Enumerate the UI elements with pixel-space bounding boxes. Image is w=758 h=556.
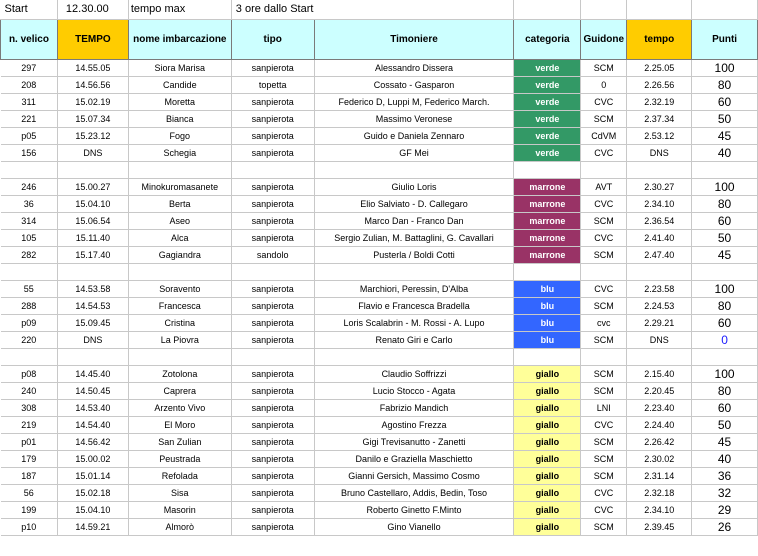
cell-tempo2[interactable]: 2.31.14 <box>627 467 692 484</box>
cell-tipo[interactable]: sanpierota <box>231 195 314 212</box>
cell-punti[interactable]: 50 <box>692 229 758 246</box>
cell-punti[interactable]: 0 <box>692 331 758 348</box>
cell-velico[interactable]: 288 <box>1 297 58 314</box>
cell-velico[interactable]: 220 <box>1 331 58 348</box>
cell-punti[interactable]: 40 <box>692 144 758 161</box>
cell-guidone[interactable]: CVC <box>581 416 627 433</box>
empty-cell[interactable] <box>692 0 758 19</box>
cell-categoria[interactable]: verde <box>514 127 581 144</box>
cell-timoniere[interactable]: Guido e Daniela Zennaro <box>314 127 514 144</box>
cell-timoniere[interactable]: Federico D, Luppi M, Federico March. <box>314 93 514 110</box>
cell-guidone[interactable]: SCM <box>581 382 627 399</box>
cell-nome[interactable]: Gagiandra <box>128 246 231 263</box>
cell-tempo2[interactable]: 2.15.40 <box>627 365 692 382</box>
table-row <box>1 450 758 467</box>
cell-tipo[interactable]: sanpierota <box>231 178 314 195</box>
empty-cell[interactable] <box>314 161 514 178</box>
cell-tipo[interactable]: topetta <box>231 76 314 93</box>
cell-timoniere[interactable]: Alessandro Dissera <box>314 59 514 76</box>
cell-punti[interactable]: 60 <box>692 212 758 229</box>
cell-timoniere[interactable]: Giulio Loris <box>314 178 514 195</box>
cell-tipo[interactable]: sanpierota <box>231 229 314 246</box>
cell-tipo[interactable]: sanpierota <box>231 314 314 331</box>
table-row <box>1 314 758 331</box>
empty-cell[interactable] <box>1 348 58 365</box>
empty-cell[interactable] <box>692 348 758 365</box>
cell-velico[interactable]: 308 <box>1 399 58 416</box>
cell-velico[interactable]: 36 <box>1 195 58 212</box>
table-row <box>1 76 758 93</box>
cell-tipo[interactable]: sanpierota <box>231 365 314 382</box>
cell-tipo[interactable]: sanpierota <box>231 518 314 535</box>
cell-punti[interactable]: 45 <box>692 433 758 450</box>
empty-cell[interactable] <box>57 263 128 280</box>
empty-cell[interactable] <box>1 161 58 178</box>
cell-timoniere[interactable]: Gino Vianello <box>314 518 514 535</box>
cell-guidone[interactable]: SCM <box>581 450 627 467</box>
table-row <box>1 382 758 399</box>
cell-tempo2[interactable]: 2.20.45 <box>627 382 692 399</box>
empty-cell[interactable] <box>231 263 314 280</box>
cell-tipo[interactable]: sanpierota <box>231 331 314 348</box>
cell-guidone[interactable]: SCM <box>581 246 627 263</box>
cell-velico[interactable]: 297 <box>1 59 58 76</box>
cell-categoria[interactable]: verde <box>514 110 581 127</box>
cell-tempo[interactable]: 14.53.40 <box>57 399 128 416</box>
cell-tempo[interactable]: 14.59.21 <box>57 518 128 535</box>
cell-tempo2[interactable]: 2.32.18 <box>627 484 692 501</box>
table-row <box>1 212 758 229</box>
cell-guidone[interactable]: SCM <box>581 297 627 314</box>
cell-guidone[interactable]: CVC <box>581 195 627 212</box>
cell-tipo[interactable]: sanpierota <box>231 297 314 314</box>
cell-velico[interactable]: 314 <box>1 212 58 229</box>
cell-categoria[interactable]: marrone <box>514 212 581 229</box>
empty-cell[interactable] <box>627 161 692 178</box>
cell-tempo2[interactable]: 2.24.53 <box>627 297 692 314</box>
cell-nome[interactable]: Zotolona <box>128 365 231 382</box>
cell-velico[interactable]: p08 <box>1 365 58 382</box>
cell-guidone[interactable]: SCM <box>581 433 627 450</box>
cell-velico[interactable]: 208 <box>1 76 58 93</box>
cell-timoniere[interactable]: Lucio Stocco - Agata <box>314 382 514 399</box>
cell-timoniere[interactable]: Bruno Castellaro, Addis, Bedin, Toso <box>314 484 514 501</box>
cell-nome[interactable]: Refolada <box>128 467 231 484</box>
empty-cell[interactable] <box>581 161 627 178</box>
cell-categoria[interactable]: marrone <box>514 195 581 212</box>
cell-tempo2[interactable]: 2.36.54 <box>627 212 692 229</box>
cell-categoria[interactable]: verde <box>514 76 581 93</box>
cell-tipo[interactable]: sanpierota <box>231 93 314 110</box>
cell-tempo[interactable]: 14.55.05 <box>57 59 128 76</box>
cell-guidone[interactable]: CVC <box>581 93 627 110</box>
cell-tempo2[interactable]: 2.32.19 <box>627 93 692 110</box>
table-row <box>1 399 758 416</box>
cell-tempo[interactable]: 15.04.10 <box>57 501 128 518</box>
cell-tempo2[interactable]: 2.34.10 <box>627 195 692 212</box>
cell-punti[interactable]: 45 <box>692 127 758 144</box>
cell-tempo2[interactable]: 2.39.45 <box>627 518 692 535</box>
cell-tempo2[interactable]: 2.30.02 <box>627 450 692 467</box>
table-row <box>1 229 758 246</box>
cell-punti[interactable]: 40 <box>692 450 758 467</box>
empty-cell[interactable] <box>627 0 692 19</box>
cell-nome[interactable]: El Moro <box>128 416 231 433</box>
cell-tempo[interactable]: 15.23.12 <box>57 127 128 144</box>
cell-timoniere[interactable]: Agostino Frezza <box>314 416 514 433</box>
cell-categoria[interactable]: giallo <box>514 399 581 416</box>
cell-punti[interactable]: 80 <box>692 382 758 399</box>
cell-nome[interactable]: Arzento Vivo <box>128 399 231 416</box>
cell-punti[interactable]: 32 <box>692 484 758 501</box>
cell-velico[interactable]: 56 <box>1 484 58 501</box>
table-row <box>1 59 758 76</box>
cell-nome[interactable]: Siora Marisa <box>128 59 231 76</box>
cell-nome[interactable]: La Piovra <box>128 331 231 348</box>
cell-tipo[interactable]: sanpierota <box>231 59 314 76</box>
empty-cell[interactable] <box>514 348 581 365</box>
cell-categoria[interactable]: blu <box>514 297 581 314</box>
cell-punti[interactable]: 45 <box>692 246 758 263</box>
table-row <box>1 467 758 484</box>
cell-tempo2[interactable]: 2.23.40 <box>627 399 692 416</box>
cell-guidone[interactable]: SCM <box>581 110 627 127</box>
cell-nome[interactable]: Moretta <box>128 93 231 110</box>
cell-tempo2[interactable]: 2.30.27 <box>627 178 692 195</box>
cell-velico[interactable]: p01 <box>1 433 58 450</box>
cell-tempo[interactable]: 14.53.58 <box>57 280 128 297</box>
cell-tempo2[interactable]: 2.23.58 <box>627 280 692 297</box>
cell-velico[interactable]: 55 <box>1 280 58 297</box>
empty-cell[interactable] <box>128 263 231 280</box>
cell-velico[interactable]: 105 <box>1 229 58 246</box>
cell-tempo[interactable]: 15.17.40 <box>57 246 128 263</box>
cell-velico[interactable]: 311 <box>1 93 58 110</box>
header-guidone[interactable]: Guidone <box>581 19 627 59</box>
table-row <box>1 178 758 195</box>
cell-timoniere[interactable]: Massimo Veronese <box>314 110 514 127</box>
cell-categoria[interactable]: marrone <box>514 229 581 246</box>
cell-tempo2[interactable]: 2.37.34 <box>627 110 692 127</box>
cell-tempo[interactable]: 14.54.40 <box>57 416 128 433</box>
cell-tempo2[interactable]: DNS <box>627 331 692 348</box>
empty-cell[interactable] <box>128 161 231 178</box>
cell-nome[interactable]: Minokuromasanete <box>128 178 231 195</box>
table-row <box>1 365 758 382</box>
cell-punti[interactable]: 80 <box>692 297 758 314</box>
cell-timoniere[interactable]: Fabrizio Mandich <box>314 399 514 416</box>
cell-punti[interactable]: 36 <box>692 467 758 484</box>
cell-tipo[interactable]: sanpierota <box>231 416 314 433</box>
header-info-row <box>1 0 758 19</box>
cell-tipo[interactable]: sanpierota <box>231 399 314 416</box>
cell-timoniere[interactable]: Renato Giri e Carlo <box>314 331 514 348</box>
cell-categoria[interactable]: giallo <box>514 382 581 399</box>
cell-timoniere[interactable]: Flavio e Francesca Bradella <box>314 297 514 314</box>
cell-velico[interactable]: 187 <box>1 467 58 484</box>
cell-categoria[interactable]: marrone <box>514 246 581 263</box>
cell-nome[interactable]: San Zulian <box>128 433 231 450</box>
cell-guidone[interactable]: LNI <box>581 399 627 416</box>
cell-tempo2[interactable]: 2.26.56 <box>627 76 692 93</box>
cell-categoria[interactable]: verde <box>514 93 581 110</box>
cell-punti[interactable]: 80 <box>692 195 758 212</box>
cell-timoniere[interactable]: GF Mei <box>314 144 514 161</box>
cell-categoria[interactable]: giallo <box>514 450 581 467</box>
cell-guidone[interactable]: SCM <box>581 59 627 76</box>
table-row <box>1 433 758 450</box>
cell-categoria[interactable]: verde <box>514 59 581 76</box>
cell-nome[interactable]: Caprera <box>128 382 231 399</box>
empty-cell[interactable] <box>128 348 231 365</box>
cell-categoria[interactable]: giallo <box>514 518 581 535</box>
cell-tempo[interactable]: 14.45.40 <box>57 365 128 382</box>
empty-cell[interactable] <box>514 161 581 178</box>
header-tempo2[interactable]: tempo <box>627 19 692 59</box>
cell-timoniere[interactable]: Marchiori, Peressin, D'Alba <box>314 280 514 297</box>
cell-categoria[interactable]: giallo <box>514 501 581 518</box>
cell-tempo2[interactable]: 2.29.21 <box>627 314 692 331</box>
cell-punti[interactable]: 29 <box>692 501 758 518</box>
cell-nome[interactable]: Alca <box>128 229 231 246</box>
cell-punti[interactable]: 50 <box>692 110 758 127</box>
cell-tipo[interactable]: sanpierota <box>231 484 314 501</box>
cell-punti[interactable]: 100 <box>692 365 758 382</box>
table-row <box>1 501 758 518</box>
empty-cell[interactable] <box>627 348 692 365</box>
cell-velico[interactable]: 240 <box>1 382 58 399</box>
empty-cell[interactable] <box>314 263 514 280</box>
empty-cell[interactable] <box>627 263 692 280</box>
cell-tipo[interactable]: sanpierota <box>231 433 314 450</box>
cell-velico[interactable]: p05 <box>1 127 58 144</box>
cell-categoria[interactable]: blu <box>514 331 581 348</box>
empty-cell[interactable] <box>692 263 758 280</box>
cell-tempo2[interactable]: 2.25.05 <box>627 59 692 76</box>
empty-cell[interactable] <box>231 348 314 365</box>
cell-timoniere[interactable]: Danilo e Graziella Maschietto <box>314 450 514 467</box>
cell-velico[interactable]: 282 <box>1 246 58 263</box>
empty-cell[interactable] <box>1 263 58 280</box>
cell-guidone[interactable]: SCM <box>581 331 627 348</box>
cell-tempo[interactable]: 15.02.18 <box>57 484 128 501</box>
cell-tempo2[interactable]: 2.24.40 <box>627 416 692 433</box>
header-tempo[interactable]: TEMPO <box>57 19 128 59</box>
table-row <box>1 127 758 144</box>
cell-categoria[interactable]: giallo <box>514 467 581 484</box>
cell-tempo[interactable]: DNS <box>57 144 128 161</box>
cell-guidone[interactable]: cvc <box>581 314 627 331</box>
cell-tipo[interactable]: sanpierota <box>231 127 314 144</box>
empty-cell[interactable] <box>314 348 514 365</box>
cell-tempo2[interactable]: 2.34.10 <box>627 501 692 518</box>
cell-nome[interactable]: Bianca <box>128 110 231 127</box>
empty-cell[interactable] <box>581 263 627 280</box>
cell-nome[interactable]: Masorin <box>128 501 231 518</box>
cell-guidone[interactable]: SCM <box>581 365 627 382</box>
cell-tempo[interactable]: 14.56.42 <box>57 433 128 450</box>
separator-row <box>1 348 758 365</box>
header-timoniere[interactable]: Timoniere <box>314 19 514 59</box>
cell-guidone[interactable]: CdVM <box>581 127 627 144</box>
table-row <box>1 416 758 433</box>
separator-row <box>1 161 758 178</box>
cell-nome[interactable]: Cristina <box>128 314 231 331</box>
empty-cell[interactable] <box>57 161 128 178</box>
cell-punti[interactable]: 50 <box>692 416 758 433</box>
empty-cell[interactable] <box>57 348 128 365</box>
empty-cell[interactable] <box>692 161 758 178</box>
cell-categoria[interactable]: marrone <box>514 178 581 195</box>
table-row <box>1 518 758 535</box>
cell-categoria[interactable]: giallo <box>514 484 581 501</box>
cell-timoniere[interactable]: Pusterla / Boldi Cotti <box>314 246 514 263</box>
cell-timoniere[interactable]: Roberto Ginetto F.Minto <box>314 501 514 518</box>
column-header-row <box>1 19 758 59</box>
cell-nome[interactable]: Fogo <box>128 127 231 144</box>
cell-tipo[interactable]: sanpierota <box>231 501 314 518</box>
cell-velico[interactable]: 221 <box>1 110 58 127</box>
cell-tempo2[interactable]: 2.41.40 <box>627 229 692 246</box>
cell-tempo[interactable]: 15.01.14 <box>57 467 128 484</box>
cell-categoria[interactable]: verde <box>514 144 581 161</box>
cell-punti[interactable]: 60 <box>692 399 758 416</box>
cell-timoniere[interactable]: Claudio Soffrizzi <box>314 365 514 382</box>
cell-guidone[interactable]: CVC <box>581 484 627 501</box>
cell-nome[interactable]: Berta <box>128 195 231 212</box>
cell-tipo[interactable]: sanpierota <box>231 382 314 399</box>
cell-guidone[interactable]: 0 <box>581 76 627 93</box>
cell-tempo[interactable]: 15.09.45 <box>57 314 128 331</box>
cell-guidone[interactable]: SCM <box>581 467 627 484</box>
header-velico[interactable]: n. velico <box>1 19 58 59</box>
empty-cell[interactable] <box>514 0 581 19</box>
cell-tempo[interactable]: 15.02.19 <box>57 93 128 110</box>
cell-guidone[interactable]: AVT <box>581 178 627 195</box>
cell-tempo[interactable]: 15.11.40 <box>57 229 128 246</box>
cell-tempo[interactable]: 15.06.54 <box>57 212 128 229</box>
cell-categoria[interactable]: blu <box>514 280 581 297</box>
cell-nome[interactable]: Aseo <box>128 212 231 229</box>
cell-guidone[interactable]: CVC <box>581 229 627 246</box>
cell-tempo2[interactable]: DNS <box>627 144 692 161</box>
table-row <box>1 246 758 263</box>
cell-nome[interactable]: Schegia <box>128 144 231 161</box>
cell-tempo[interactable]: 15.04.10 <box>57 195 128 212</box>
cell-guidone[interactable]: SCM <box>581 212 627 229</box>
cell-punti[interactable]: 100 <box>692 59 758 76</box>
cell-tempo[interactable]: DNS <box>57 331 128 348</box>
table-row <box>1 331 758 348</box>
table-row <box>1 297 758 314</box>
cell-punti[interactable]: 60 <box>692 314 758 331</box>
cell-timoniere[interactable]: Gigi Trevisanutto - Zanetti <box>314 433 514 450</box>
cell-tempo2[interactable]: 2.47.40 <box>627 246 692 263</box>
tempo-max-label[interactable]: tempo max <box>128 0 231 19</box>
cell-timoniere[interactable]: Cossato - Gasparon <box>314 76 514 93</box>
cell-tipo[interactable]: sanpierota <box>231 212 314 229</box>
cell-nome[interactable]: Peustrada <box>128 450 231 467</box>
cell-nome[interactable]: Soravento <box>128 280 231 297</box>
cell-categoria[interactable]: giallo <box>514 365 581 382</box>
cell-velico[interactable]: 179 <box>1 450 58 467</box>
cell-punti[interactable]: 100 <box>692 280 758 297</box>
cell-tipo[interactable]: sandolo <box>231 246 314 263</box>
tempo-max-value[interactable]: 3 ore dallo Start <box>231 0 514 19</box>
cell-timoniere[interactable]: Loris Scalabrin - M. Rossi - A. Lupo <box>314 314 514 331</box>
cell-tempo[interactable]: 14.56.56 <box>57 76 128 93</box>
cell-categoria[interactable]: giallo <box>514 433 581 450</box>
cell-tempo[interactable]: 14.54.53 <box>57 297 128 314</box>
table-row <box>1 484 758 501</box>
table-row <box>1 93 758 110</box>
cell-tempo[interactable]: 15.00.27 <box>57 178 128 195</box>
cell-tipo[interactable]: sanpierota <box>231 110 314 127</box>
cell-velico[interactable]: 199 <box>1 501 58 518</box>
empty-cell[interactable] <box>581 0 627 19</box>
cell-velico[interactable]: 219 <box>1 416 58 433</box>
start-time[interactable]: 12.30.00 <box>57 0 128 19</box>
table-row <box>1 144 758 161</box>
cell-timoniere[interactable]: Marco Dan - Franco Dan <box>314 212 514 229</box>
cell-nome[interactable]: Francesca <box>128 297 231 314</box>
cell-nome[interactable]: Sisa <box>128 484 231 501</box>
cell-tipo[interactable]: sanpierota <box>231 467 314 484</box>
cell-punti[interactable]: 80 <box>692 76 758 93</box>
cell-tempo2[interactable]: 2.26.42 <box>627 433 692 450</box>
cell-tipo[interactable]: sanpierota <box>231 144 314 161</box>
separator-row <box>1 263 758 280</box>
cell-punti[interactable]: 26 <box>692 518 758 535</box>
cell-guidone[interactable]: CVC <box>581 501 627 518</box>
cell-nome[interactable]: Candide <box>128 76 231 93</box>
cell-guidone[interactable]: CVC <box>581 280 627 297</box>
table-row <box>1 195 758 212</box>
cell-nome[interactable]: Almorò <box>128 518 231 535</box>
cell-tempo[interactable]: 14.50.45 <box>57 382 128 399</box>
cell-velico[interactable]: 246 <box>1 178 58 195</box>
empty-cell[interactable] <box>581 348 627 365</box>
cell-punti[interactable]: 100 <box>692 178 758 195</box>
start-label[interactable]: Start <box>1 0 58 19</box>
header-punti[interactable]: Punti <box>692 19 758 59</box>
cell-tempo[interactable]: 15.07.34 <box>57 110 128 127</box>
table-row <box>1 280 758 297</box>
cell-velico[interactable]: p09 <box>1 314 58 331</box>
header-nome[interactable]: nome imbarcazione <box>128 19 231 59</box>
empty-cell[interactable] <box>231 161 314 178</box>
cell-timoniere[interactable]: Sergio Zulian, M. Battaglini, G. Cavallari <box>314 229 514 246</box>
cell-velico[interactable]: 156 <box>1 144 58 161</box>
table-row <box>1 110 758 127</box>
empty-cell[interactable] <box>514 263 581 280</box>
cell-punti[interactable]: 60 <box>692 93 758 110</box>
cell-guidone[interactable]: SCM <box>581 518 627 535</box>
cell-tipo[interactable]: sanpierota <box>231 280 314 297</box>
cell-tipo[interactable]: sanpierota <box>231 450 314 467</box>
cell-timoniere[interactable]: Gianni Gersich, Massimo Cosmo <box>314 467 514 484</box>
cell-categoria[interactable]: blu <box>514 314 581 331</box>
cell-velico[interactable]: p10 <box>1 518 58 535</box>
cell-timoniere[interactable]: Elio Salviato - D. Callegaro <box>314 195 514 212</box>
cell-tempo[interactable]: 15.00.02 <box>57 450 128 467</box>
cell-tempo2[interactable]: 2.53.12 <box>627 127 692 144</box>
header-tipo[interactable]: tipo <box>231 19 314 59</box>
header-categoria[interactable]: categoria <box>514 19 581 59</box>
cell-categoria[interactable]: giallo <box>514 416 581 433</box>
cell-guidone[interactable]: CVC <box>581 144 627 161</box>
